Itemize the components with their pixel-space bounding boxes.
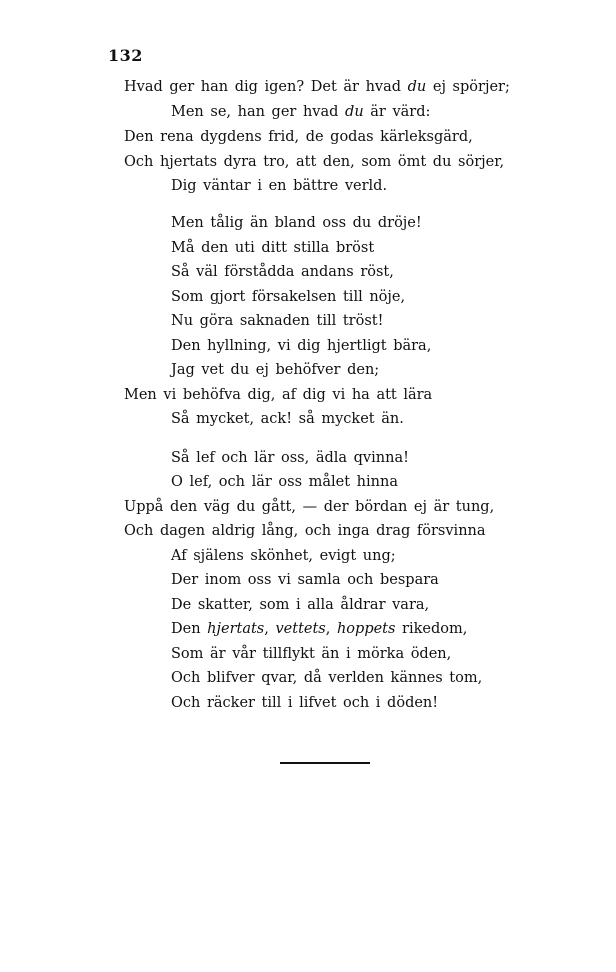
verse-line: Den hjertats, vettets, hoppets rikedom, [171,621,468,637]
verse-line: Men se, han ger hvad du är värd: [171,104,431,120]
verse-line: Men tålig än bland oss du dröje! [171,215,422,231]
verse-line: Och blifver qvar, då verlden kännes tom, [171,670,483,686]
verse-line: Den rena dygdens frid, de godas kärleksgärd, [124,129,473,145]
page-number: 132 [108,46,143,65]
verse-line: Må den uti ditt stilla bröst [171,240,375,256]
verse-line: Så mycket, ack! så mycket än. [171,411,404,427]
verse-line: Uppå den väg du gått, — der bördan ej är tung, [124,499,495,515]
verse-line: Dig väntar i en bättre verld. [171,178,388,194]
verse-line: Jag vet du ej behöfver den; [171,362,380,378]
verse-line: Som är vår tillflykt än i mörka öden, [171,646,452,662]
verse-line: Af själens skönhet, evigt ung; [171,548,396,564]
verse-line: Så väl förstådda andans röst, [171,264,394,280]
verse-line: O lef, och lär oss målet hinna [171,474,398,490]
verse-line: Och räcker till i lifvet och i döden! [171,695,439,711]
verse-line: Så lef och lär oss, ädla qvinna! [171,450,409,466]
verse-line: Och hjertats dyra tro, att den, som ömt du sörjer, [124,154,505,170]
verse-line: Men vi behöfva dig, af dig vi ha att lära [124,387,433,403]
verse-line: Som gjort försakelsen till nöje, [171,289,406,305]
section-divider [280,762,370,764]
verse-line: Nu göra saknaden till tröst! [171,313,384,329]
verse-line: Och dagen aldrig lång, och inga drag försvinna [124,523,486,539]
verse-line: Den hyllning, vi dig hjertligt bära, [171,338,432,354]
verse-line: Der inom oss vi samla och bespara [171,572,439,588]
verse-line: De skatter, som i alla åldrar vara, [171,597,430,613]
verse-line: Hvad ger han dig igen? Det är hvad du ej spörjer; [124,79,510,95]
